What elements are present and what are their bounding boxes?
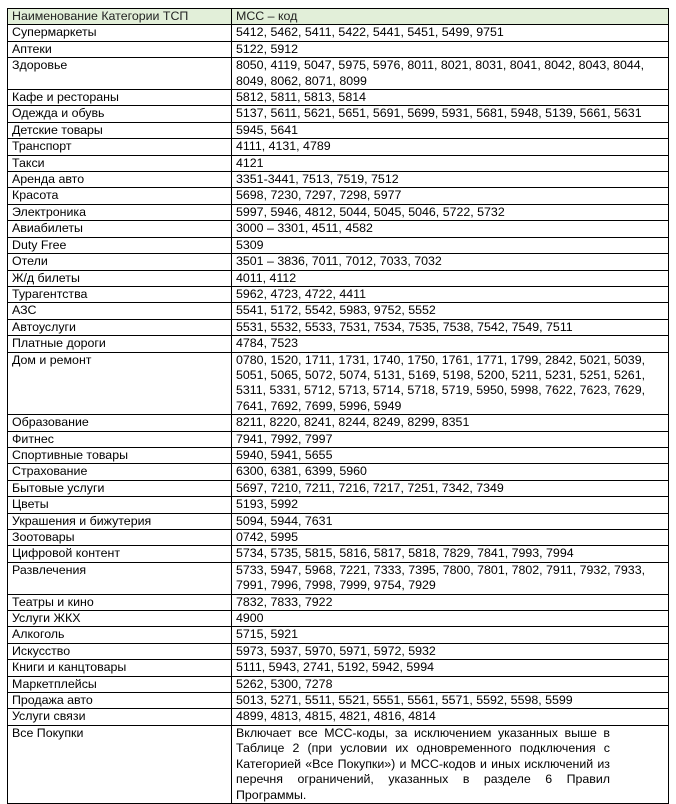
category-cell: Супермаркеты	[8, 25, 232, 41]
category-cell: Фитнес	[8, 431, 232, 447]
table-row	[8, 286, 669, 302]
mcc-codes-cell: 5412, 5462, 5411, 5422, 5441, 5451, 5499, 9751	[232, 25, 669, 41]
mcc-codes-cell: 5541, 5172, 5542, 5983, 9752, 5552	[232, 303, 669, 319]
category-cell: Книги и канцтовары	[8, 660, 232, 676]
table-row	[8, 546, 669, 562]
category-cell: Украшения и бижутерия	[8, 513, 232, 529]
mcc-codes-cell: 5698, 7230, 7297, 7298, 5977	[232, 188, 669, 204]
table-row	[8, 530, 669, 546]
mcc-codes-cell: 5940, 5941, 5655	[232, 447, 669, 463]
mcc-codes-cell: 5531, 5532, 5533, 7531, 7534, 7535, 7538, 7542, 7549, 7511	[232, 319, 669, 335]
category-cell: Такси	[8, 155, 232, 171]
table-row	[8, 106, 669, 122]
category-cell: Ж/д билеты	[8, 270, 232, 286]
table-row	[8, 660, 669, 676]
table-row	[8, 303, 669, 319]
mcc-codes-cell: 5812, 5811, 5813, 5814	[232, 90, 669, 106]
mcc-codes-cell: 5111, 5943, 2741, 5192, 5942, 5994	[232, 660, 669, 676]
category-cell: Театры и кино	[8, 594, 232, 610]
table-row	[8, 221, 669, 237]
category-cell: Услуги связи	[8, 709, 232, 725]
table-row	[8, 172, 669, 188]
category-cell: Транспорт	[8, 139, 232, 155]
mcc-codes-cell: 5945, 5641	[232, 122, 669, 138]
table-row	[8, 709, 669, 725]
table-row	[8, 431, 669, 447]
category-cell: Спортивные товары	[8, 447, 232, 463]
category-cell: Платные дороги	[8, 336, 232, 352]
table-row	[8, 627, 669, 643]
table-row	[8, 41, 669, 57]
table-row	[8, 480, 669, 496]
table-row	[8, 122, 669, 138]
table-row	[8, 643, 669, 659]
mcc-codes-cell: 5094, 5944, 7631	[232, 513, 669, 529]
table-row	[8, 464, 669, 480]
mcc-codes-cell: 4011, 4112	[232, 270, 669, 286]
mcc-codes-cell: 5193, 5992	[232, 497, 669, 513]
category-cell: Турагентства	[8, 286, 232, 302]
category-cell: Отели	[8, 254, 232, 270]
mcc-codes-cell: 3351-3441, 7513, 7519, 7512	[232, 172, 669, 188]
mcc-codes-cell: 3501 – 3836, 7011, 7012, 7033, 7032	[232, 254, 669, 270]
mcc-codes-cell: Включает все МСС-коды, за исключением указанных выше в Таблице 2 (при условии их одновременного подключения с Категорией «Все Покупки») и МСС-кодов и иных исключений из перечня ограничений, указанных в разделе 6 Правил Программы.	[232, 725, 669, 803]
mcc-codes-cell: 4784, 7523	[232, 336, 669, 352]
category-cell: Алкоголь	[8, 627, 232, 643]
mcc-category-table	[7, 8, 669, 804]
table-row	[8, 611, 669, 627]
category-cell: Искусство	[8, 643, 232, 659]
category-cell: Авиабилеты	[8, 221, 232, 237]
mcc-codes-cell: 4900	[232, 611, 669, 627]
mcc-codes-cell: 5997, 5946, 4812, 5044, 5045, 5046, 5722, 5732	[232, 204, 669, 220]
table-row	[8, 336, 669, 352]
category-cell: Аптеки	[8, 41, 232, 57]
mcc-codes-cell: 3000 – 3301, 4511, 4582	[232, 221, 669, 237]
category-cell: Электроника	[8, 204, 232, 220]
table-row	[8, 594, 669, 610]
table-row	[8, 254, 669, 270]
category-cell: Продажа авто	[8, 693, 232, 709]
table-row	[8, 155, 669, 171]
mcc-codes-cell: 4111, 4131, 4789	[232, 139, 669, 155]
table-row	[8, 562, 669, 594]
mcc-codes-cell: 4121	[232, 155, 669, 171]
mcc-codes-cell: 5715, 5921	[232, 627, 669, 643]
category-cell: Развлечения	[8, 562, 232, 594]
table-body	[8, 25, 669, 804]
category-cell: Бытовые услуги	[8, 480, 232, 496]
category-cell: Услуги ЖКХ	[8, 611, 232, 627]
table-row	[8, 204, 669, 220]
mcc-codes-cell: 5137, 5611, 5621, 5651, 5691, 5699, 5931, 5681, 5948, 5139, 5661, 5631	[232, 106, 669, 122]
mcc-codes-cell: 5697, 7210, 7211, 7216, 7217, 7251, 7342, 7349	[232, 480, 669, 496]
table-row	[8, 319, 669, 335]
mcc-codes-cell: 4899, 4813, 4815, 4821, 4816, 4814	[232, 709, 669, 725]
category-cell: Автоуслуги	[8, 319, 232, 335]
mcc-codes-cell: 5733, 5947, 5968, 7221, 7333, 7395, 7800, 7801, 7802, 7911, 7932, 7933, 7991, 7996, 7998, 7999, 9754, 7929	[232, 562, 669, 594]
category-cell: Кафе и рестораны	[8, 90, 232, 106]
header-category: Наименование Категории ТСП	[8, 9, 232, 25]
mcc-codes-cell: 7832, 7833, 7922	[232, 594, 669, 610]
table-row	[8, 725, 669, 803]
mcc-codes-cell: 6300, 6381, 6399, 5960	[232, 464, 669, 480]
mcc-codes-cell: 8050, 4119, 5047, 5975, 5976, 8011, 8021, 8031, 8041, 8042, 8043, 8044, 8049, 8062, 8071, 8099	[232, 58, 669, 90]
table-row	[8, 415, 669, 431]
category-cell: Дом и ремонт	[8, 352, 232, 415]
category-cell: АЗС	[8, 303, 232, 319]
table-row	[8, 352, 669, 415]
mcc-codes-cell: 7941, 7992, 7997	[232, 431, 669, 447]
category-cell: Детские товары	[8, 122, 232, 138]
mcc-codes-cell: 5262, 5300, 7278	[232, 676, 669, 692]
mcc-codes-cell: 0742, 5995	[232, 530, 669, 546]
category-cell: Duty Free	[8, 237, 232, 253]
table-row	[8, 497, 669, 513]
category-cell: Цветы	[8, 497, 232, 513]
mcc-codes-cell: 5309	[232, 237, 669, 253]
category-cell: Одежда и обувь	[8, 106, 232, 122]
table-row	[8, 188, 669, 204]
category-cell: Красота	[8, 188, 232, 204]
mcc-codes-cell: 5962, 4723, 4722, 4411	[232, 286, 669, 302]
table-row	[8, 25, 669, 41]
mcc-codes-cell: 5013, 5271, 5511, 5521, 5551, 5561, 5571, 5592, 5598, 5599	[232, 693, 669, 709]
table-row	[8, 447, 669, 463]
table-row	[8, 270, 669, 286]
mcc-codes-cell: 0780, 1520, 1711, 1731, 1740, 1750, 1761, 1771, 1799, 2842, 5021, 5039, 5051, 5065, 5072, 5074, 5131, 5169, 5198, 5200, 5211, 5231, 5251, 5261, 5311, 5331, 5712, 5713, 5714, 5718, 5719, 5950, 5998, 7622, 7623, 7629, 7641, 7692, 7699, 5996, 5949	[232, 352, 669, 415]
category-cell: Страхование	[8, 464, 232, 480]
category-cell: Маркетплейсы	[8, 676, 232, 692]
mcc-codes-cell: 5734, 5735, 5815, 5816, 5817, 5818, 7829, 7841, 7993, 7994	[232, 546, 669, 562]
table-row	[8, 90, 669, 106]
mcc-codes-cell: 5122, 5912	[232, 41, 669, 57]
category-cell: Аренда авто	[8, 172, 232, 188]
mcc-codes-cell: 5973, 5937, 5970, 5971, 5972, 5932	[232, 643, 669, 659]
mcc-codes-cell: 8211, 8220, 8241, 8244, 8249, 8299, 8351	[232, 415, 669, 431]
category-cell: Образование	[8, 415, 232, 431]
category-cell: Все Покупки	[8, 725, 232, 803]
category-cell: Зоотовары	[8, 530, 232, 546]
table-row	[8, 693, 669, 709]
table-header-row	[8, 9, 669, 25]
header-mcc-code: МСС – код	[232, 9, 669, 25]
table-row	[8, 139, 669, 155]
table-row	[8, 58, 669, 90]
table-row	[8, 237, 669, 253]
table-row	[8, 676, 669, 692]
category-cell: Здоровье	[8, 58, 232, 90]
table-row	[8, 513, 669, 529]
category-cell: Цифровой контент	[8, 546, 232, 562]
